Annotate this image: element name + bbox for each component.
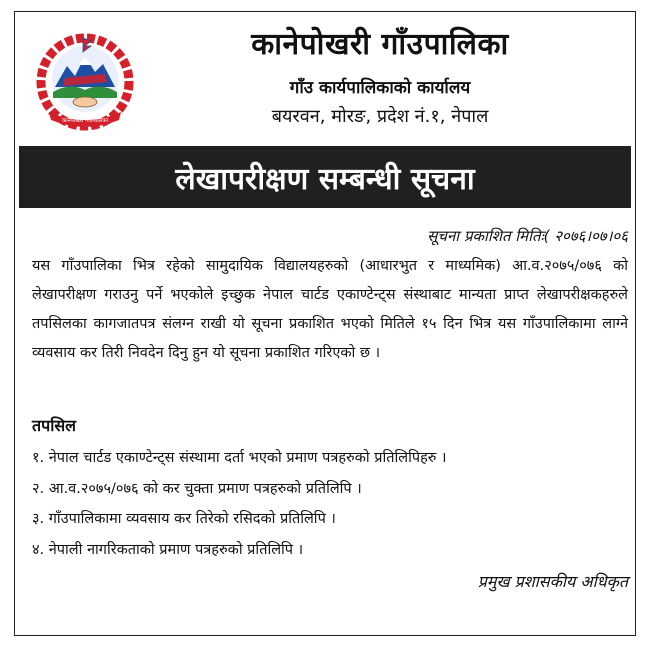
municipality-title: कानेपोखरी गाँउपालिका [251,27,509,62]
office-address: बयरवन, मोरङ, प्रदेश नं.१, नेपाल [271,106,489,127]
list-item: ४. नेपाली नागरिकताको प्रमाण पत्रहरुको प्रतिलिपि । [32,541,304,558]
office-subtitle: गाँउ कार्यपालिकाको कार्यालय [289,78,471,98]
tapasil-heading: तपसिल [32,416,77,435]
nepal-emblem-logo [35,32,135,132]
notice-body: यस गाँउपालिका भित्र रहेको सामुदायिक विद्यालयहरुको (आधारभुत र माध्यमिक) आ.व.२०७५/०७६ को लेखापरीक्षण गराउनु पर्ने भएकोले इच्छुक नेपाल चार्टड एकाण्टेन्ट्स संस्थाबाट मान्यता प्राप्त लेखापरीक्षकहरुले तपसिलका कागजातपत्र संलग्न राखी यो सूचना प्रकाशित भएको मितिले १५ दिन भित्र यस गाँउपालिकामा लाग्ने व्यवसाय कर तिरी निवदेन दिनु हुन यो सूचना प्रकाशित गरिएको छ । [32,258,628,361]
list-item: २. आ.व.२०७५/०७६ को कर चुक्ता प्रमाण पत्रहरुको प्रतिलिपि । [32,480,362,497]
emblem-ribbon-text: कानेपोखरी गाँउपालिका [61,118,109,124]
signature-title: प्रमुख प्रशासकीय अधिकृत [477,572,628,591]
document-list [32,443,628,565]
notice-title-banner [19,146,631,208]
publish-date: सूचना प्रकाशित मितिः( २०७६।०७।०६ [427,227,628,245]
list-item: १. नेपाल चार्टड एकाण्टेन्ट्स संस्थामा दर्ता भएको प्रमाण पत्रहरुको प्रतिलिपिहरु । [32,450,447,466]
list-item: ३. गाँउपालिकामा व्यवसाय कर तिरेको रसिदको प्रतिलिपि । [32,511,336,527]
notice-title: लेखापरीक्षण सम्बन्धी सूचना [175,161,475,197]
